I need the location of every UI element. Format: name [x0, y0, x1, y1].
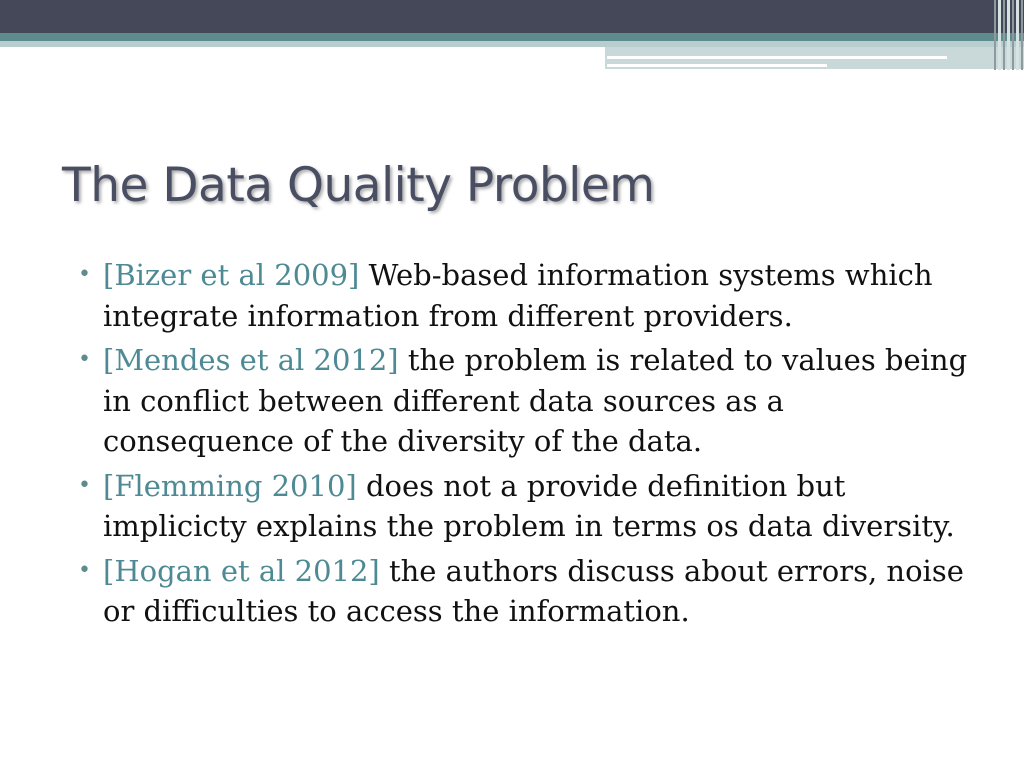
bullet-dot-icon: • — [78, 262, 91, 287]
bullet-dot-icon: • — [78, 472, 91, 498]
citation: [Mendes et al 2012] — [103, 343, 399, 377]
citation: [Bizer et al 2009] — [103, 258, 360, 292]
corner-stripe — [1016, 0, 1019, 70]
corner-stripe — [1012, 0, 1014, 70]
header-band-dark — [0, 0, 1024, 33]
corner-stripe — [1007, 0, 1010, 70]
corner-stripe — [998, 0, 1001, 70]
bullet-text: the problem is related to values being in conflict between different data sources as a consequence of the diversity of the data. — [103, 343, 968, 458]
bullet-text: Web-based information systems which integrate information from different providers. — [103, 258, 933, 333]
citation: [Hogan et al 2012] — [103, 553, 380, 588]
bullet-dot-icon: • — [78, 557, 91, 583]
corner-stripe — [1021, 0, 1023, 70]
corner-stripe — [1003, 0, 1005, 70]
bullet-text: does not a provide definition but implicicty explains the problem in terms os data diversity. — [103, 468, 955, 543]
bullet-item — [76, 255, 976, 336]
bullet-item — [76, 466, 976, 547]
header-right-line — [607, 64, 827, 67]
citation: [Flemming 2010] — [103, 468, 357, 503]
header-right-line — [607, 56, 947, 59]
bullet-text: the authors discuss about errors, noise or difficulties to access the information. — [103, 553, 964, 628]
header-band-teal — [0, 33, 1024, 41]
corner-stripe — [994, 0, 996, 70]
corner-stripes — [992, 0, 1024, 70]
header-gap — [0, 47, 605, 48]
bullet-dot-icon: • — [78, 347, 91, 372]
bullet-list — [76, 255, 976, 636]
slide-title: The Data Quality Problem — [62, 158, 655, 213]
bullet-item — [76, 551, 976, 632]
bullet-item — [76, 340, 976, 462]
